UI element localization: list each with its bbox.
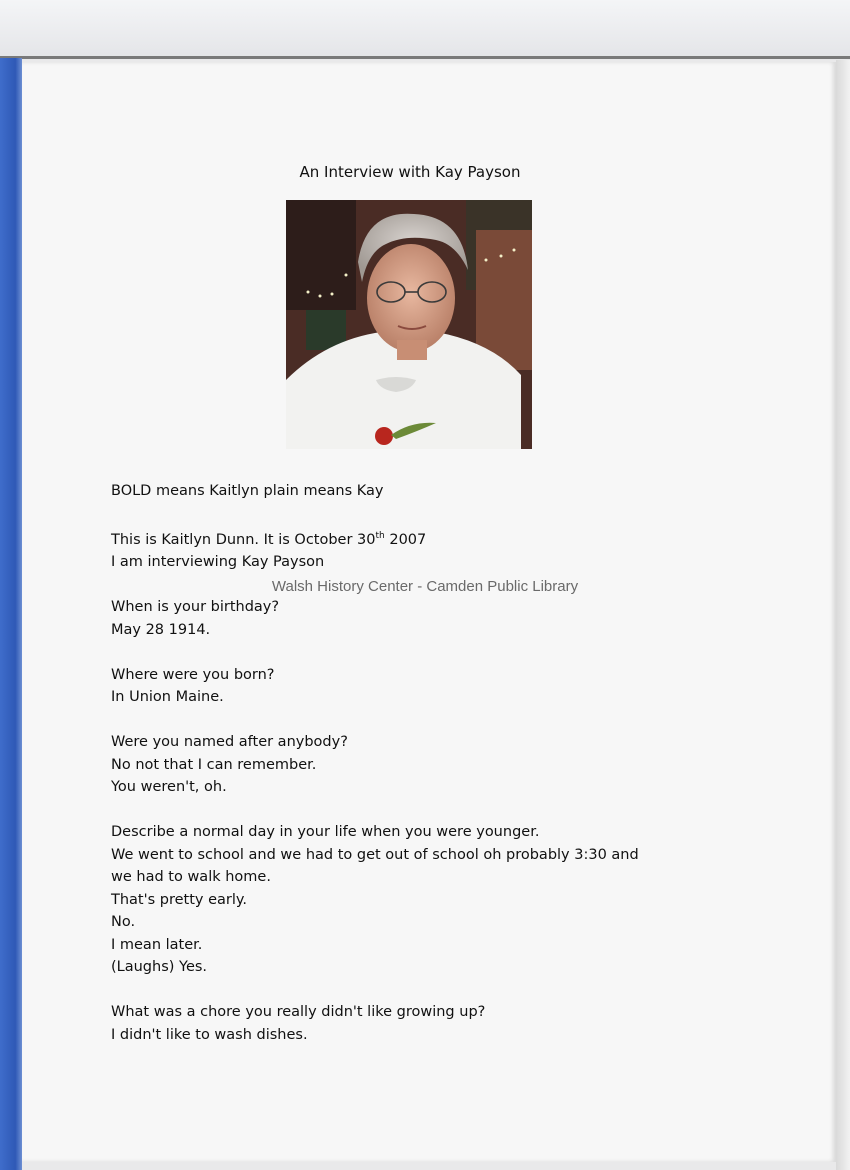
answer: May 28 1914. (111, 621, 211, 638)
intro-interviewing-line: I am interviewing Kay Payson (111, 554, 325, 571)
library-watermark: Walsh History Center - Camden Public Library (271, 578, 579, 595)
answer: we had to walk home. (111, 869, 271, 886)
intro-date-line (111, 525, 731, 551)
interview-transcript (111, 480, 731, 1046)
binder-blue-edge (0, 58, 22, 1170)
answer: No not that I can remember. (111, 756, 317, 773)
portrait-image (286, 200, 532, 449)
page-title: An Interview with Kay Payson (299, 163, 521, 181)
answer: No. (111, 914, 136, 931)
question: That's pretty early. (111, 891, 248, 908)
question: When is your birthday? (111, 599, 280, 616)
question: You weren't, oh. (111, 779, 227, 796)
answer: In Union Maine. (111, 689, 224, 706)
question: Describe a normal day in your life when you were younger. (111, 824, 540, 841)
legend-line: BOLD means Kaitlyn plain means Kay (111, 483, 384, 499)
question: Where were you born? (111, 666, 275, 683)
intro-year: 2007 (384, 531, 427, 548)
date-suffix: th (375, 531, 385, 541)
intro-date-text: This is Kaitlyn Dunn. It is October 30 (111, 531, 376, 548)
portrait-photo (286, 200, 532, 449)
scanner-top-strip (0, 0, 850, 58)
binder-line (0, 56, 850, 59)
question: Were you named after anybody? (111, 734, 348, 751)
question: What was a chore you really didn't like growing up? (111, 1004, 486, 1021)
page-right-edge (836, 60, 850, 1170)
answer: (Laughs) Yes. (111, 959, 208, 976)
answer: I didn't like to wash dishes. (111, 1026, 308, 1043)
question: I mean later. (111, 936, 203, 953)
answer: We went to school and we had to get out of school oh probably 3:30 and (111, 846, 639, 863)
